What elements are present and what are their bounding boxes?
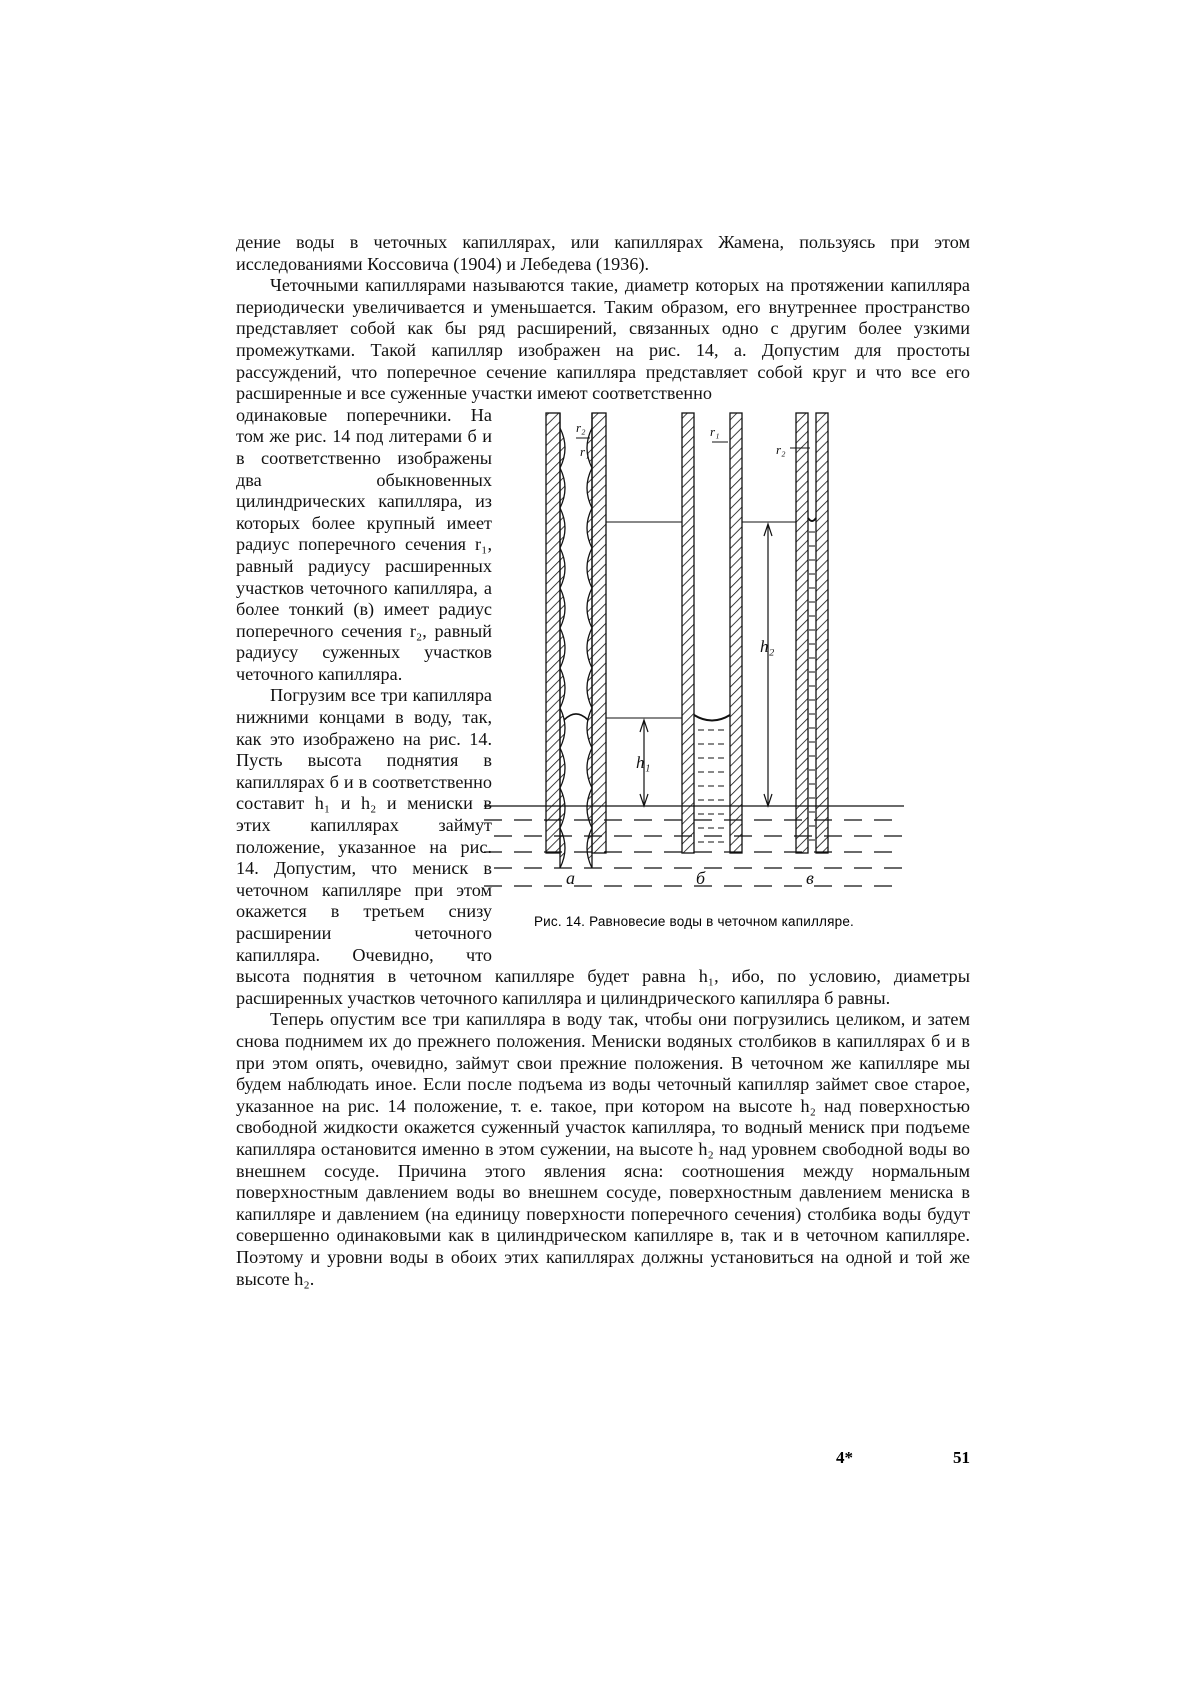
label-r1-b: r₁: [710, 424, 720, 439]
paragraph-1: дение воды в четочных капиллярах, или капиллярах Жамена, пользуясь при этом исследованиями Коссовича (1904) и Лебедева (1936).: [236, 232, 970, 274]
paragraph-2: Четочными капиллярами называются такие, диаметр которых на протяжении капилляра периодически увеличивается и уменьшается. Таким образом, его внутреннее пространство представляет собой как бы ряд расширений, связанных одно с другим более узкими промежутками. Такой капилляр изображен на рис. 14, а. Допустим для простоты рассуждений, что поперечное сечение капилляра представляет собой круг и что все его расширенные и все суженные участки имеют соответственно: [236, 275, 970, 404]
label-v: в: [806, 868, 814, 888]
page-number: 51: [953, 1448, 970, 1467]
label-r2-a: r₂: [576, 420, 586, 435]
capillary-b: [682, 413, 742, 853]
signature-mark: 4*: [836, 1448, 853, 1467]
paragraph-3: Погрузим все три капилляра нижними концами в воду, так, как это изображено на рис. 14. Пусть высота поднятия в капиллярах б и в соответственно составит h₁ и h₂ и мениски в этих капиллярах займут положение, указанное на рис. 14. Допустим, что мениск в четочном капилляре при этом окажется в третьем снизу расширении четочного капилляра. Очевидно, что высота поднятия в четочном капилляре будет равна h₁, ибо, по условию, диаметры расширенных участков четочного капилляра и цилиндрического капилляра б равны.: [236, 685, 970, 1008]
page-footer: [236, 1448, 970, 1472]
label-r1-a: r₁: [580, 444, 590, 459]
figure-14: [484, 408, 904, 931]
paragraph-4: Теперь опустим все три капилляра в воду так, чтобы они погрузились целиком, и затем снова поднимем их до прежнего положения. Мениски водяных столбиков в капиллярах б и в при этом опять, очевидно, займут свои прежние положения. В четочном же капилляре мы будем наблюдать иное. Если после подъема из воды четочный капилляр займет свое старое, указанное на рис. 14 положение, т. е. такое, при котором на высоте h₂ над поверхностью свободной жидкости окажется суженный участок капилляра, то водный мениск при подъеме капилляра остановится именно в этом сужении, на высоте h₂ над уровнем свободной воды во внешнем сосуде. Причина этого явления ясна: соотношения между нормальным поверхностным давлением воды во внешнем сосуде, поверхностным давлением мениска в капилляре и давлением (на единицу поверхности поперечного сечения) столбика воды будут совершенно одинаковыми как в цилиндрическом капилляре в, так и в четочном капилляре. Поэтому и уровни воды в обоих этих капиллярах должны установиться на одной и той же высоте h₂.: [236, 1009, 970, 1289]
capillary-v: [796, 413, 828, 853]
label-b: б: [696, 868, 706, 888]
capillary-a: [546, 413, 606, 868]
paragraph-2-start: [236, 275, 970, 405]
figure-caption: Рис. 14. Равновесие воды в четочном капилляре.: [533, 914, 855, 929]
label-a: а: [566, 868, 575, 888]
figure-14-drawing: [484, 408, 904, 898]
label-h1: h₁: [636, 753, 651, 772]
label-r2-v: r₂: [776, 442, 786, 457]
paragraph-2-rest: одинаковые поперечники. На том же рис. 14 под литерами б и в соответственно изображены два обыкновенных цилиндрических капилляра, из которых более крупный имеет радиус поперечного сечения r₁, равный радиусу расширенных участков четочного капилляра, а более тонкий (в) имеет радиус поперечного сечения r₂, равный радиусу суженных участков четочного капилляра.: [236, 404, 492, 684]
label-h2: h₂: [760, 637, 775, 656]
